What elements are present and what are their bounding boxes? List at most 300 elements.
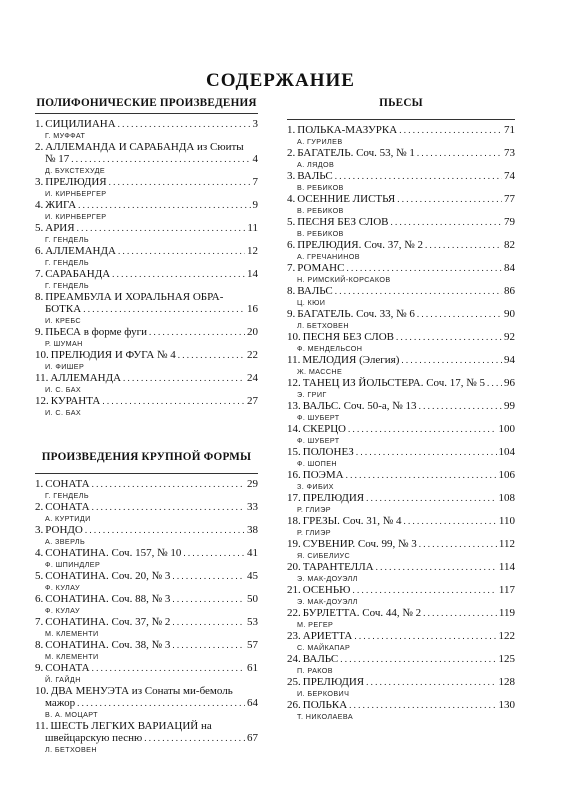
toc-entry (287, 469, 515, 492)
entry-page-number: 114 (498, 561, 515, 573)
dot-leader (112, 268, 245, 280)
toc-entry-line (35, 268, 258, 280)
entry-title: СОНАТИНА. Соч. 88, № 3 (45, 593, 171, 605)
toc-entry (287, 446, 515, 469)
entry-title-continuation: мажор (45, 697, 76, 709)
entry-number: 2. (35, 501, 44, 513)
entry-title: ВАЛЬС (297, 170, 333, 182)
entry-title: ВАЛЬС. Соч. 50-а, № 13 (302, 400, 417, 412)
entry-number: 1. (287, 124, 296, 136)
toc-entry-line (287, 124, 515, 136)
toc-entry (35, 222, 258, 245)
toc-entry (287, 331, 515, 354)
entry-composer: Ф. ШПИНДЛЕР (45, 560, 101, 569)
toc-entry (35, 118, 258, 141)
toc-entry (35, 478, 258, 501)
toc-entry-line (35, 245, 258, 257)
entry-page-number: 73 (504, 147, 515, 159)
entry-number: 4. (287, 193, 296, 205)
entry-page-number: 53 (247, 616, 258, 628)
entry-title: СИЦИЛИАНА (45, 118, 116, 130)
entry-composer: Ф. КУЛАУ (45, 606, 81, 615)
entry-composer: А. КУРТИДИ (45, 514, 91, 523)
dot-leader (366, 492, 496, 504)
entry-page-number: 112 (498, 538, 515, 550)
entry-number: 22. (287, 607, 301, 619)
toc-entry-line (287, 193, 515, 205)
entry-number: 2. (287, 147, 296, 159)
toc-entry (35, 176, 258, 199)
toc-entry-line (35, 349, 258, 361)
toc-entry (287, 492, 515, 515)
left-column-lower (35, 451, 258, 755)
toc-entry (287, 653, 515, 676)
entry-number: 3. (287, 170, 296, 182)
dot-leader (172, 616, 245, 628)
entry-page-number: 4 (252, 153, 258, 165)
toc-entry-continuation (35, 732, 258, 744)
dot-leader (346, 262, 502, 274)
dot-leader (335, 285, 502, 297)
entry-number: 8. (35, 291, 44, 303)
entry-page-number: 90 (504, 308, 515, 320)
toc-entry (287, 193, 515, 216)
toc-entry-line (287, 377, 515, 389)
entry-composer: Ф. МЕНДЕЛЬСОН (297, 344, 363, 353)
entry-title: СОНАТА (45, 501, 90, 513)
entry-title: АРИЯ (45, 222, 75, 234)
toc-entry-line (287, 308, 515, 320)
toc-entry (35, 199, 258, 222)
dot-leader (356, 446, 497, 458)
toc-entry-line (35, 326, 258, 338)
entry-title: ПЬЕСА в форме фуги (45, 326, 147, 338)
dot-leader (123, 372, 245, 384)
toc-entry (287, 699, 515, 722)
entry-composer: Ж. МАССНЕ (297, 367, 343, 376)
toc-entry-line (287, 239, 515, 251)
entry-composer: И. С. БАХ (45, 408, 82, 417)
entry-number: 12. (287, 377, 301, 389)
toc-entry (287, 630, 515, 653)
entry-number: 25. (287, 676, 301, 688)
dot-leader (83, 303, 245, 315)
toc-entry (287, 515, 515, 538)
entry-composer: Й. ГАЙДН (45, 675, 81, 684)
dot-leader (425, 239, 502, 251)
toc-entry-line (35, 372, 258, 384)
entry-title: БАГАТЕЛЬ. Соч. 33, № 6 (297, 308, 415, 320)
entry-page-number: 29 (247, 478, 258, 490)
entry-title: ДВА МЕНУЭТА из Сонаты ми-бемоль (50, 685, 233, 697)
entry-title: СОНАТА (45, 662, 90, 674)
entry-title: СОНАТИНА. Соч. 157, № 10 (45, 547, 182, 559)
entry-composer: Р. ШУМАН (45, 339, 83, 348)
entry-page-number: 82 (504, 239, 515, 251)
toc-entry-line (35, 395, 258, 407)
dot-leader (399, 124, 502, 136)
section-heading-polyphonic: ПОЛИФОНИЧЕСКИЕ ПРОИЗВЕДЕНИЯ (36, 97, 257, 109)
entry-title: ПРЕАМБУЛА И ХОРАЛЬНАЯ ОБРА- (45, 291, 224, 303)
toc-entry (287, 377, 515, 400)
entry-composer: Ф. ШОПЕН (297, 459, 337, 468)
toc-entry (35, 501, 258, 524)
dot-leader (419, 538, 497, 550)
dot-leader (396, 331, 502, 343)
toc-entry (35, 662, 258, 685)
toc-entry-line (287, 216, 515, 228)
entry-title: ПЕСНЯ БЕЗ СЛОВ (302, 331, 395, 343)
entry-page-number: 79 (504, 216, 515, 228)
entry-page-number: 94 (504, 354, 515, 366)
entry-number: 3. (35, 176, 44, 188)
dot-leader (391, 216, 502, 228)
entry-number: 11. (287, 354, 301, 366)
entry-page-number: 86 (504, 285, 515, 297)
entry-number: 24. (287, 653, 301, 665)
entry-number: 6. (35, 245, 44, 257)
toc-entry-line (287, 331, 515, 343)
toc-list-polyphonic (35, 118, 258, 418)
entry-page-number: 77 (504, 193, 515, 205)
entry-number: 13. (287, 400, 301, 412)
entry-page-number: 117 (498, 584, 515, 596)
entry-title: КУРАНТА (50, 395, 101, 407)
entry-number: 11. (35, 372, 49, 384)
entry-composer: С. МАЙКАПАР (297, 643, 351, 652)
entry-number: 19. (287, 538, 301, 550)
toc-entry-line (35, 524, 258, 536)
toc-entry-line (287, 653, 515, 665)
entry-page-number: 100 (498, 423, 515, 435)
dot-leader (144, 732, 245, 744)
entry-composer: Ф. ШУБЕРТ (297, 436, 340, 445)
toc-entry-line (287, 423, 515, 435)
toc-entry (287, 584, 515, 607)
entry-number: 15. (287, 446, 301, 458)
dot-leader (417, 308, 502, 320)
entry-page-number: 12 (247, 245, 258, 257)
entry-number: 4. (35, 547, 44, 559)
right-column (287, 97, 515, 722)
entry-composer: А. ЗВЕРЛЬ (45, 537, 86, 546)
dot-leader (92, 501, 245, 513)
toc-entry (287, 400, 515, 423)
entry-title: ЖИГА (45, 199, 77, 211)
entry-number: 1. (35, 478, 44, 490)
toc-entry-line (35, 616, 258, 628)
toc-entry (35, 268, 258, 291)
dot-leader (346, 469, 497, 481)
entry-page-number: 84 (504, 262, 515, 274)
entry-title: СУВЕНИР. Соч. 99, № 3 (302, 538, 417, 550)
toc-entry-line (287, 400, 515, 412)
toc-entry (35, 372, 258, 395)
entry-title: СОНАТИНА. Соч. 37, № 2 (45, 616, 171, 628)
entry-title: ОСЕНЬЮ (302, 584, 351, 596)
dot-leader (178, 349, 245, 361)
entry-number: 10. (287, 331, 301, 343)
left-column (35, 97, 258, 418)
entry-title: ГРЕЗЫ. Соч. 31, № 4 (302, 515, 402, 527)
toc-entry (35, 639, 258, 662)
entry-page-number: 33 (247, 501, 258, 513)
dot-leader (118, 118, 251, 130)
toc-entry-line (287, 262, 515, 274)
dot-leader (423, 607, 497, 619)
toc-entry (287, 676, 515, 699)
entry-number: 26. (287, 699, 301, 711)
dot-leader (417, 147, 502, 159)
toc-entry (287, 538, 515, 561)
entry-title-continuation: БОТКА (45, 303, 82, 315)
dot-leader (172, 639, 245, 651)
dot-leader (397, 193, 502, 205)
entry-title-continuation: швейцарскую песню (45, 732, 143, 744)
entry-composer: Ф. ШУБЕРТ (297, 413, 340, 422)
dot-leader (340, 653, 496, 665)
entry-number: 9. (287, 308, 296, 320)
toc-entry-line (287, 147, 515, 159)
toc-entry-line (35, 199, 258, 211)
entry-composer: Г. ГЕНДЕЛЬ (45, 491, 89, 500)
toc-entry (35, 395, 258, 418)
entry-composer: А. ЛЯДОВ (297, 160, 335, 169)
dot-leader (78, 199, 250, 211)
entry-composer: В. РЕБИКОВ (297, 206, 344, 215)
entry-composer: И. ФИШЕР (45, 362, 85, 371)
dot-leader (149, 326, 245, 338)
toc-entry (287, 124, 515, 147)
entry-title: РОМАНС (297, 262, 345, 274)
entry-number: 23. (287, 630, 301, 642)
dot-leader (335, 170, 502, 182)
entry-composer: А. ГУРИЛЕВ (297, 137, 343, 146)
toc-entry (287, 607, 515, 630)
toc-entry-line (35, 593, 258, 605)
toc-entry-line (287, 630, 515, 642)
entry-page-number: 38 (247, 524, 258, 536)
entry-title: ПОЭМА (302, 469, 344, 481)
toc-entry-line (35, 478, 258, 490)
entry-title: ПЕСНЯ БЕЗ СЛОВ (297, 216, 389, 228)
entry-title: ШЕСТЬ ЛЕГКИХ ВАРИАЦИЙ на (50, 720, 212, 732)
toc-entry-line (287, 561, 515, 573)
entry-composer: Н. РИМСКИЙ-КОРСАКОВ (297, 275, 391, 284)
dot-leader (366, 676, 496, 688)
entry-composer: Л. БЕТХОВЕН (297, 321, 349, 330)
entry-composer: В. РЕБИКОВ (297, 183, 344, 192)
dot-leader (487, 377, 502, 389)
entry-title: ТАНЕЦ ИЗ ЙОЛЬСТЕРА. Соч. 17, № 5 (302, 377, 486, 389)
entry-page-number: 110 (498, 515, 515, 527)
entry-number: 17. (287, 492, 301, 504)
entry-title: ВАЛЬС (297, 285, 333, 297)
toc-entry (287, 239, 515, 262)
entry-composer: Р. ГЛИЭР (297, 505, 331, 514)
entry-composer: Р. ГЛИЭР (297, 528, 331, 537)
dot-leader (183, 547, 245, 559)
entry-page-number: 104 (498, 446, 515, 458)
dot-leader (92, 478, 245, 490)
entry-title: ПРЕЛЮДИЯ И ФУГА № 4 (50, 349, 176, 361)
dot-leader (109, 176, 251, 188)
entry-composer: Т. НИКОЛАЕВА (297, 712, 354, 721)
entry-page-number: 125 (498, 653, 515, 665)
entry-title: ПРЕЛЮДИЯ (45, 176, 107, 188)
toc-entry (35, 570, 258, 593)
toc-entry-line (35, 118, 258, 130)
entry-composer: М. КЛЕМЕНТИ (45, 629, 99, 638)
toc-entry-line (35, 141, 258, 153)
dot-leader (118, 245, 245, 257)
toc-entry-line (35, 501, 258, 513)
entry-page-number: 119 (498, 607, 515, 619)
toc-entry-line (287, 515, 515, 527)
dot-leader (172, 593, 245, 605)
entry-page-number: 27 (247, 395, 258, 407)
toc-entry-line (35, 222, 258, 234)
dot-leader (77, 697, 245, 709)
dot-leader (419, 400, 502, 412)
toc-entry (35, 616, 258, 639)
entry-title: СОНАТИНА. Соч. 38, № 3 (45, 639, 171, 651)
entry-number: 7. (35, 268, 44, 280)
entry-page-number: 57 (247, 639, 258, 651)
toc-entry-line (287, 676, 515, 688)
entry-composer: Г. ГЕНДЕЛЬ (45, 281, 89, 290)
toc-entry (35, 593, 258, 616)
section-divider (35, 473, 258, 474)
entry-page-number: 108 (498, 492, 515, 504)
dot-leader (172, 570, 245, 582)
entry-page-number: 16 (247, 303, 258, 315)
entry-page-number: 130 (498, 699, 515, 711)
entry-composer: Л. БЕТХОВЕН (45, 745, 97, 754)
entry-title: АЛЛЕМАНДА (45, 245, 116, 257)
dot-leader (77, 222, 246, 234)
toc-entry (35, 685, 258, 720)
entry-number: 2. (35, 141, 44, 153)
toc-entry-line (35, 176, 258, 188)
entry-page-number: 122 (498, 630, 515, 642)
entry-title: ПОЛЬКА-МАЗУРКА (297, 124, 398, 136)
toc-entry-line (35, 291, 258, 303)
entry-composer: А. ГРЕЧАНИНОВ (297, 252, 360, 261)
entry-page-number: 67 (247, 732, 258, 744)
toc-entry-continuation (35, 697, 258, 709)
dot-leader (102, 395, 245, 407)
entry-composer: И. КРЕБС (45, 316, 81, 325)
entry-composer: Ц. КЮИ (297, 298, 326, 307)
entry-page-number: 92 (504, 331, 515, 343)
entry-page-number: 14 (247, 268, 258, 280)
entry-number: 5. (287, 216, 296, 228)
entry-composer: З. ФИБИХ (297, 482, 334, 491)
toc-entry (287, 308, 515, 331)
entry-title: РОНДО (45, 524, 83, 536)
toc-entry (35, 245, 258, 268)
entry-composer: Ф. КУЛАУ (45, 583, 81, 592)
entry-title: СКЕРЦО (302, 423, 347, 435)
toc-entry-line (287, 538, 515, 550)
entry-page-number: 45 (247, 570, 258, 582)
toc-entry-line (287, 285, 515, 297)
toc-entry-line (287, 446, 515, 458)
entry-page-number: 128 (498, 676, 515, 688)
toc-entry (35, 291, 258, 326)
entry-number: 5. (35, 222, 44, 234)
entry-page-number: 41 (247, 547, 258, 559)
entry-number: 1. (35, 118, 44, 130)
entry-page-number: 20 (247, 326, 258, 338)
entry-title: АЛЛЕМАНДА (50, 372, 122, 384)
entry-title: БАГАТЕЛЬ. Соч. 53, № 1 (297, 147, 415, 159)
toc-entry (287, 423, 515, 446)
toc-list-large-form (35, 478, 258, 755)
toc-entry (35, 524, 258, 547)
entry-number: 5. (35, 570, 44, 582)
dot-leader (348, 423, 496, 435)
entry-composer: В. А. МОЦАРТ (45, 710, 98, 719)
dot-leader (352, 584, 496, 596)
toc-entry (287, 285, 515, 308)
toc-entry (35, 349, 258, 372)
entry-number: 14. (287, 423, 301, 435)
entry-composer: И. С. БАХ (45, 385, 82, 394)
toc-entry (287, 216, 515, 239)
entry-number: 10. (35, 685, 49, 697)
entry-number: 8. (35, 639, 44, 651)
section-heading-large-form: ПРОИЗВЕДЕНИЯ КРУПНОЙ ФОРМЫ (41, 451, 252, 463)
entry-number: 7. (287, 262, 296, 274)
entry-composer: М. КЛЕМЕНТИ (45, 652, 99, 661)
toc-entry (35, 326, 258, 349)
entry-page-number: 99 (504, 400, 515, 412)
entry-page-number: 61 (247, 662, 258, 674)
entry-number: 11. (35, 720, 49, 732)
entry-page-number: 22 (247, 349, 258, 361)
toc-entry-line (287, 469, 515, 481)
entry-composer: В. РЕБИКОВ (297, 229, 344, 238)
toc-entry-line (35, 639, 258, 651)
entry-title: АЛЛЕМАНДА И САРАБАНДА из Сюиты (45, 141, 244, 153)
entry-number: 18. (287, 515, 301, 527)
entry-number: 6. (35, 593, 44, 605)
entry-composer: Я. СИБЕЛИУС (297, 551, 351, 560)
entry-page-number: 11 (247, 222, 258, 234)
entry-composer: Г. МУФФАТ (45, 131, 86, 140)
entry-composer: Э. МАК-ДОУЭЛЛ (297, 574, 358, 583)
dot-leader (71, 153, 250, 165)
entry-number: 7. (35, 616, 44, 628)
entry-composer: П. РАКОВ (297, 666, 333, 675)
toc-entry-line (287, 170, 515, 182)
entry-number: 21. (287, 584, 301, 596)
entry-composer: Г. ГЕНДЕЛЬ (45, 235, 89, 244)
entry-composer: М. РЕГЕР (297, 620, 334, 629)
entry-number: 9. (35, 662, 44, 674)
toc-entry-continuation (35, 153, 258, 165)
entry-composer: И. БЕРКОВИЧ (297, 689, 350, 698)
entry-page-number: 9 (252, 199, 258, 211)
toc-entry-line (35, 547, 258, 559)
entry-composer: И. КИРНБЕРГЕР (45, 212, 107, 221)
entry-composer: Д. БУКСТЕХУДЕ (45, 166, 106, 175)
entry-page-number: 24 (247, 372, 258, 384)
entry-title: ТАРАНТЕЛЛА (302, 561, 374, 573)
dot-leader (85, 524, 245, 536)
